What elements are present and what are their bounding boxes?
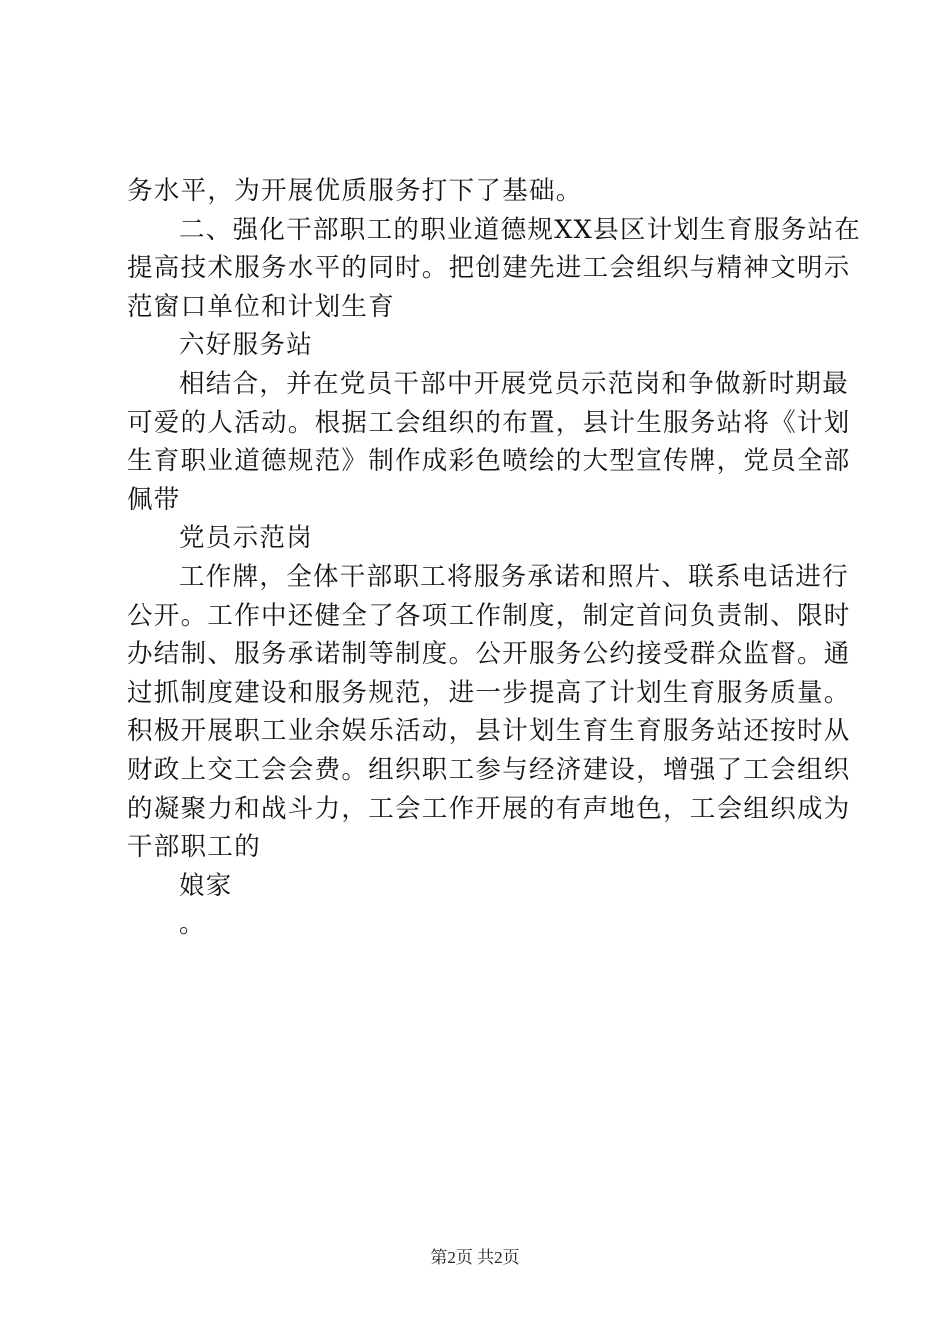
text-line: 相结合，并在党员干部中开展党员示范岗和争做新时期最: [179, 368, 850, 399]
text-line: 。: [179, 909, 206, 940]
text-line: 六好服务站: [179, 330, 314, 361]
text-line: 的凝聚力和战斗力，工会工作开展的有声地色，工会组织成为: [127, 793, 851, 824]
page-number-footer: 第2页 共2页: [430, 1248, 520, 1267]
document-body: [127, 172, 862, 944]
text-line: 生育职业道德规范》制作成彩色喷绘的大型宣传牌，党员全部: [127, 446, 851, 477]
text-line: 二、强化干部职工的职业道德规XX县区计划生育服务站在: [179, 214, 862, 245]
text-line: 娘家: [179, 870, 233, 901]
text-line: 干部职工的: [127, 832, 262, 863]
text-line: 提高技术服务水平的同时。把创建先进工会组织与精神文明示: [127, 253, 851, 284]
text-line: 工作牌，全体干部职工将服务承诺和照片、联系电话进行: [179, 561, 850, 592]
text-line: 佩带: [127, 484, 181, 515]
text-line: 党员示范岗: [179, 523, 314, 554]
text-line: 公开。工作中还健全了各项工作制度，制定首问负责制、限时: [127, 600, 851, 631]
text-line: 务水平，为开展优质服务打下了基础。: [127, 176, 583, 206]
text-line: 办结制、服务承诺制等制度。公开服务公约接受群众监督。通: [127, 639, 851, 670]
text-line: 积极开展职工业余娱乐活动，县计划生育生育服务站还按时从: [127, 716, 851, 747]
text-line: 范窗口单位和计划生育: [127, 291, 396, 322]
text-line: 财政上交工会会费。组织职工参与经济建设，增强了工会组织: [127, 754, 851, 785]
text-line: 过抓制度建设和服务规范，进一步提高了计划生育服务质量。: [127, 677, 851, 708]
text-line: 可爱的人活动。根据工会组织的布置，县计生服务站将《计划: [127, 407, 851, 438]
